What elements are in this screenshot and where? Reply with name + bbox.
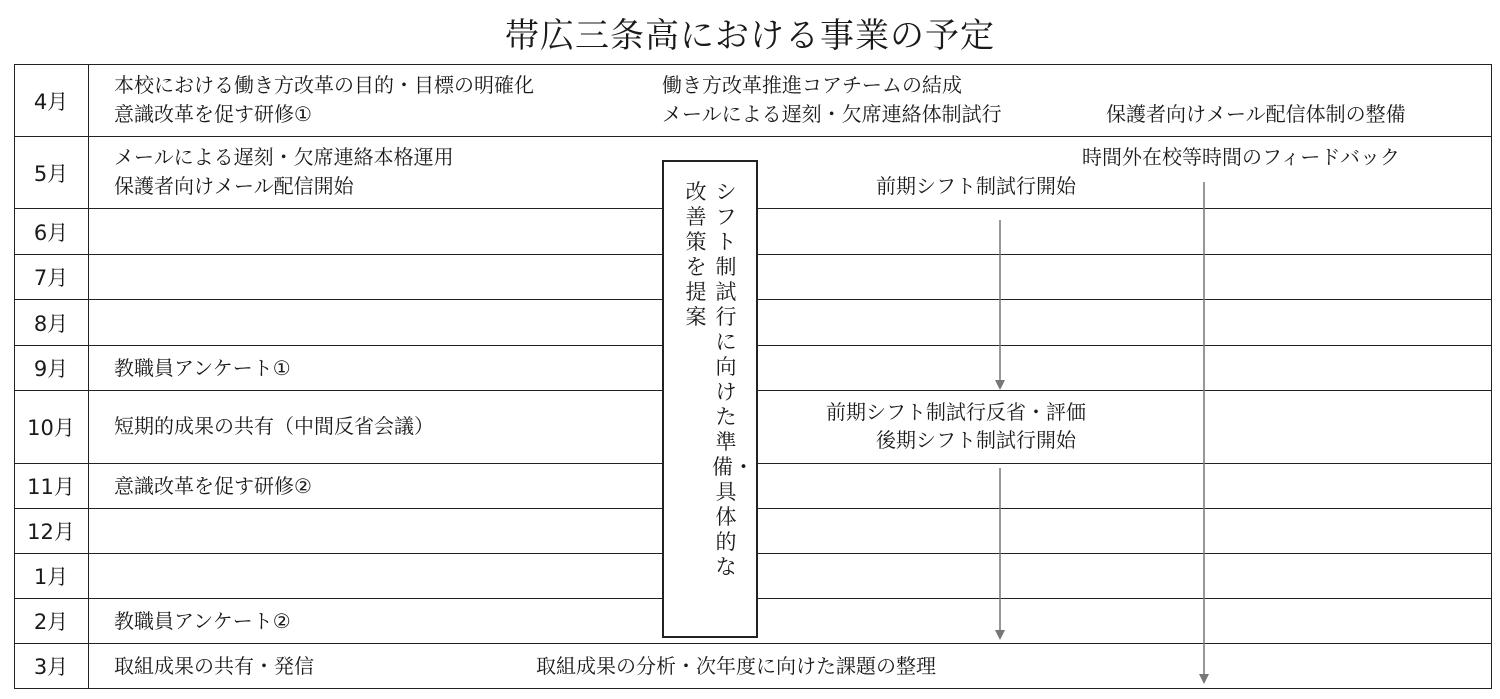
vertical-note-column-2: 改善策を提案 <box>685 180 707 329</box>
month-cell: 9月 <box>14 346 89 390</box>
month-cell: 5月 <box>14 137 89 208</box>
month-cell: 4月 <box>14 65 89 136</box>
page-title: 帯広三条高における事業の予定 <box>505 16 995 56</box>
month-cell: 3月 <box>14 644 89 688</box>
row-text: 本校における働き方改革の目的・目標の明確化 <box>114 73 534 97</box>
row-text: 時間外在校等時間のフィードバック <box>1082 145 1400 169</box>
arrow-first-half-head <box>995 380 1005 390</box>
row-text: 短期的成果の共有（中間反省会議） <box>114 414 434 438</box>
row-text: 後期シフト制試行開始 <box>876 428 1076 452</box>
arrow-second-half-head <box>995 630 1005 640</box>
row-text: メールによる遅刻・欠席連絡体制試行 <box>662 102 1002 126</box>
month-cell: 10月 <box>14 391 89 463</box>
row-text: 保護者向けメール配信体制の整備 <box>1106 102 1406 126</box>
row-text: 前期シフト制試行反省・評価 <box>826 400 1086 424</box>
schedule-table <box>14 64 1492 689</box>
month-cell: 12月 <box>14 509 89 553</box>
row-text: 教職員アンケート① <box>114 356 291 380</box>
row-text: 前期シフト制試行開始 <box>876 174 1076 198</box>
month-cell: 7月 <box>14 255 89 299</box>
month-cell: 8月 <box>14 300 89 345</box>
month-cell: 1月 <box>14 554 89 598</box>
arrow-feedback-head <box>1199 674 1209 684</box>
row-text: 教職員アンケート② <box>114 609 291 633</box>
row-text: メールによる遅刻・欠席連絡本格運用 <box>114 145 454 169</box>
row-text: 働き方改革推進コアチームの結成 <box>662 73 962 97</box>
month-cell: 6月 <box>14 209 89 254</box>
row-text: 保護者向けメール配信開始 <box>114 174 354 198</box>
vertical-note-box <box>662 160 758 638</box>
row-text: 取組成果の分析・次年度に向けた課題の整理 <box>536 654 936 678</box>
month-cell: 2月 <box>14 599 89 643</box>
month-cell: 11月 <box>14 464 89 508</box>
row-text: 意識改革を促す研修① <box>114 102 312 126</box>
vertical-note-column-1: シフト制試行に向けた準備・具体的な <box>712 180 754 579</box>
row-text: 取組成果の共有・発信 <box>114 654 314 678</box>
row-text: 意識改革を促す研修② <box>114 474 312 498</box>
